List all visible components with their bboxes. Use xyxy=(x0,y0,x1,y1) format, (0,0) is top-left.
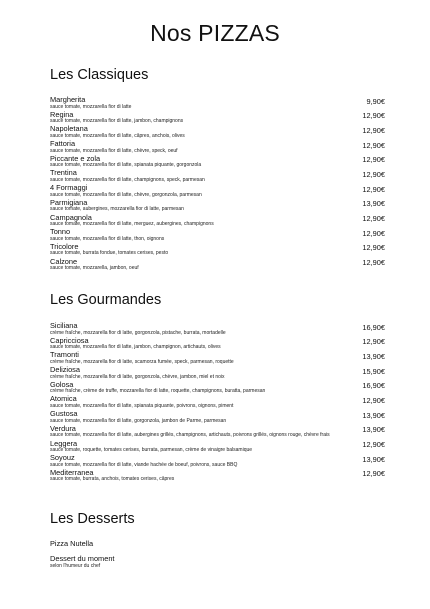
item-name: Soyouz xyxy=(50,453,75,463)
item-description: sauce tomate, mozzarella fior di latte, chèvre, speck, oeuf xyxy=(50,147,178,154)
item-name: Campagnola xyxy=(50,212,92,222)
menu-item xyxy=(50,243,385,258)
menu-item xyxy=(50,395,385,410)
item-price: 12,90€ xyxy=(362,140,385,150)
item-name: Napoletana xyxy=(50,124,88,134)
item-price: 12,90€ xyxy=(362,337,385,347)
menu-item xyxy=(50,322,385,337)
item-description: crème fraîche, mozzarella fior di latte, gorgonzola, pistache, burrata, mortadelle xyxy=(50,329,226,336)
item-price: 12,90€ xyxy=(362,155,385,165)
item-price: 12,90€ xyxy=(362,214,385,223)
menu-item xyxy=(50,228,385,243)
item-name: Siciliana xyxy=(50,321,78,330)
item-name: 4 Formaggi xyxy=(50,183,88,193)
item-description: selon l'humeur du chef xyxy=(50,562,101,569)
item-description: sauce tomate, mozzarella fior di latte, merguez, aubergines, champignons xyxy=(50,221,214,228)
item-description: crème fraîche, crème de truffe, mozzarella fior di latte, roquette, champignons, buratta, parmesan xyxy=(50,388,266,395)
item-name: Margherita xyxy=(50,95,86,104)
item-description: sauce tomate, mozzarella, jambon, oeuf xyxy=(50,265,139,272)
item-name: Golosa xyxy=(50,379,74,389)
menu-item xyxy=(50,555,385,570)
item-description: sauce tomate, mozzarella fior di latte, viande hachée de boeuf, poivrons, sauce BBQ xyxy=(50,461,238,468)
item-name: Tricolore xyxy=(50,241,79,251)
menu-item xyxy=(50,214,385,229)
item-price: 12,90€ xyxy=(362,228,385,238)
menu-item xyxy=(50,155,385,170)
menu-item xyxy=(50,410,385,425)
item-price: 12,90€ xyxy=(362,125,385,135)
item-price: 12,90€ xyxy=(362,169,385,179)
section-title-desserts: Les Desserts xyxy=(50,511,135,527)
item-name: Dessert du moment xyxy=(50,554,115,563)
item-price: 12,90€ xyxy=(362,440,385,449)
item-description: sauce tomate, mozzarella fior di latte, gorgonzola, jambon de Parme, parmesan xyxy=(50,417,227,424)
section-title-gourmandes: Les Gourmandes xyxy=(50,292,162,308)
item-price: 12,90€ xyxy=(362,395,385,405)
item-name: Verdura xyxy=(50,423,76,433)
menu-item xyxy=(50,125,385,140)
menu-list-classiques xyxy=(50,96,385,272)
item-description: sauce tomate, aubergines, mozzarella fior di latte, parmesan xyxy=(50,206,184,213)
item-name: Gustosa xyxy=(50,409,78,419)
item-description: sauce tomate, mozzarella fior di latte, aubergines grillés, champignons, artichauts, poivrons grillés, oignons rouge, chèvre frais xyxy=(50,432,330,439)
menu-item xyxy=(50,184,385,199)
item-name: Calzone xyxy=(50,256,78,266)
menu-item xyxy=(50,258,385,273)
menu-item xyxy=(50,351,385,366)
item-price: 16,90€ xyxy=(362,322,385,332)
menu-item xyxy=(50,96,385,111)
item-description: crème fraîche, mozzarella fior di latte, gorgonzola, chèvre, jambon, miel et noix xyxy=(50,373,225,380)
menu-item xyxy=(50,199,385,214)
item-description: sauce tomate, burrata fondue, tomates cerises, pesto xyxy=(50,250,169,257)
item-price: 13,90€ xyxy=(362,410,385,420)
menu-item xyxy=(50,337,385,352)
item-price: 12,90€ xyxy=(362,243,385,253)
item-name: Capricciosa xyxy=(50,335,89,345)
menu-item xyxy=(50,469,385,484)
item-price: 15,90€ xyxy=(362,366,385,376)
page-title: Nos PIZZAS xyxy=(150,20,280,46)
item-price: 12,90€ xyxy=(362,258,385,268)
item-price: 9,90€ xyxy=(366,96,385,106)
menu-item xyxy=(50,111,385,126)
menu-item xyxy=(50,440,385,455)
item-price: 13,90€ xyxy=(362,425,385,435)
item-description: sauce tomate, mozzarella fior di latte, spianata piquante, gorgonzola xyxy=(50,162,202,169)
item-description: crème fraîche, mozzarella fior di latte, scamorza fumée, speck, parmesan, roquette xyxy=(50,358,234,365)
item-description: sauce tomate, mozzarella fior di latte, spianata piquante, poivrons, oignons, piment xyxy=(50,403,234,410)
menu-item xyxy=(50,454,385,469)
item-price: 12,90€ xyxy=(362,184,385,194)
item-description: sauce tomate, roquette, tomates cerises, burrata, parmesan, crème de vinaigre balsamique xyxy=(50,447,253,454)
menu-list-desserts xyxy=(50,540,385,570)
item-description: sauce tomate, mozzarella fior di latte xyxy=(50,103,132,110)
item-price: 13,90€ xyxy=(362,351,385,361)
item-name: Regina xyxy=(50,109,74,119)
item-name: Tonno xyxy=(50,227,71,237)
item-name: Piccante e zola xyxy=(50,153,101,163)
menu-item xyxy=(50,366,385,381)
item-price: 13,90€ xyxy=(362,454,385,464)
menu-item xyxy=(50,381,385,396)
item-name: Leggera xyxy=(50,438,78,448)
item-name: Tramonti xyxy=(50,350,79,360)
item-name: Deliziosa xyxy=(50,365,80,375)
section-title-classiques: Les Classiques xyxy=(50,67,149,83)
menu-item xyxy=(50,540,385,555)
menu-list-gourmandes xyxy=(50,322,385,484)
item-price: 16,90€ xyxy=(362,381,385,391)
item-name: Parmigiana xyxy=(50,197,88,207)
item-price: 13,90€ xyxy=(362,199,385,209)
item-name: Fattoria xyxy=(50,139,76,149)
item-name: Atomica xyxy=(50,394,77,404)
item-description: sauce tomate, mozzarella fior di latte, thon, oignons xyxy=(50,235,165,242)
item-description: sauce tomate, mozzarella fior di latte, jambon, champignon, artichauts, olives xyxy=(50,344,221,351)
item-price: 12,90€ xyxy=(362,469,385,479)
item-price: 12,90€ xyxy=(362,111,385,121)
item-name: Pizza Nutella xyxy=(50,539,94,548)
menu-item xyxy=(50,425,385,440)
menu-item xyxy=(50,140,385,155)
item-description: sauce tomate, mozzarella fior di latte, chèvre, gorgonzola, parmesan xyxy=(50,191,202,198)
item-name: Mediterranea xyxy=(50,467,94,477)
item-name: Trentina xyxy=(50,168,77,178)
item-description: sauce tomate, mozzarella fior di latte, jambon, champignons xyxy=(50,118,184,125)
menu-item xyxy=(50,169,385,184)
item-description: sauce tomate, mozzarella fior di latte, champignons, speck, parmesan xyxy=(50,177,205,184)
item-description: sauce tomate, mozzarella fior di latte, câpres, anchois, olives xyxy=(50,132,185,139)
item-description: sauce tomate, burrata, anchois, tomates cerises, câpres xyxy=(50,476,175,483)
